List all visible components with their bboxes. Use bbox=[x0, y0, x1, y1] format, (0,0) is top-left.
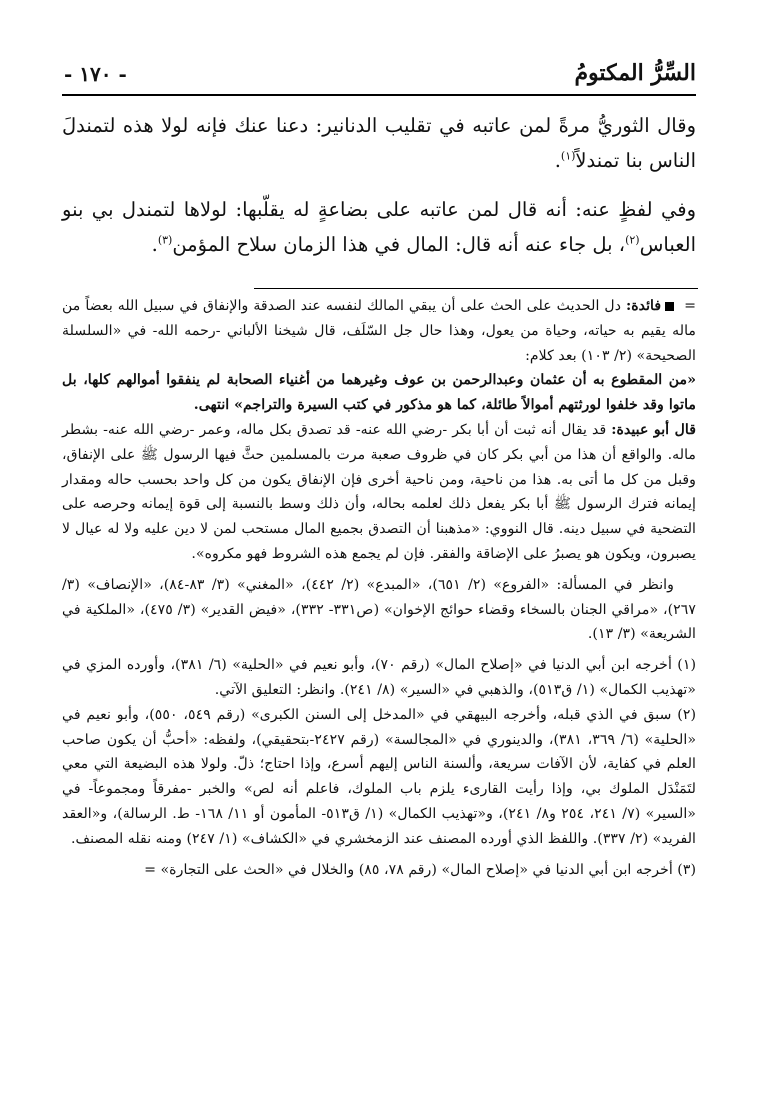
abu-ubayda-text: قد يقال أنه ثبت أن أبا بكر -رضي الله عنه- قد تصدق بكل ماله، وعمر -رضي الله عنه- بشطر ماله. والواقع أن هذا من أبي بكر كان في ظروف صعبة مرت بالمسلمين حثَّ فيها الرسول ﷺ على الإنفاق، وقبل من كل ما أتى به. هذا من ناحية، ومن ناحية أخرى فإن الإنفاق يكون من كل واحد بحسب حاله ومقدار إيمانه فترك الرسول ﷺ أبا بكر يفعل ذلك لعلمه بحاله، وأن ذلك وسط بالنسبة إلى قوة إيمانه وحرصه على التضحية في سبيل دينه. قال النووي: «مذهبنا أن التصدق بجميع المال مستحب لمن لا دين عليه ولا له عيال لا يصبرون، ويكون هو يصبرُ على الإضاقة والفقر. فإن لم يجمع هذه الشروط فهو مكروه». bbox=[62, 421, 696, 562]
abu-ubayda-label: قال أبو عبيدة: bbox=[611, 421, 696, 438]
book-title: السِّرُّ المكتومُ bbox=[574, 60, 696, 86]
main-paragraph-2a-text: وفي لفظٍ عنه: أنه قال لمن عاتبه على بضاعةٍ له يقلّبها: لولاها لتمندل بي بنو العباس bbox=[62, 198, 696, 256]
note-faida bbox=[62, 294, 696, 368]
main-paragraph-1 bbox=[62, 108, 696, 178]
page-header bbox=[62, 58, 696, 96]
page-number: - ١٧٠ - bbox=[64, 62, 127, 86]
square-bullet-icon bbox=[665, 302, 674, 311]
main-paragraph-2b-text: ، بل جاء عنه أنه قال: المال في هذا الزمان سلاح المؤمن bbox=[172, 233, 626, 256]
footnote-ref-3[interactable]: (٣) bbox=[157, 233, 173, 247]
main-paragraph-2 bbox=[62, 192, 696, 262]
note-quote: «من المقطوع به أن عثمان وعبدالرحمن بن عوف وغيرهما من أغنياء الصحابة لم ينفقوا أموالهم كلها، بل ماتوا وقد خلفوا لورثتهم أموالاً طائلة، كما هو مذكور في كتب السيرة والتراجم» انتهى. bbox=[62, 372, 696, 414]
faida-label: فائدة: bbox=[625, 298, 662, 314]
punctuation: . bbox=[151, 233, 158, 256]
main-text bbox=[62, 108, 696, 262]
note-abu-ubayda bbox=[62, 418, 696, 567]
continuation-mark: = bbox=[684, 298, 696, 314]
footnote-1: (١) أخرجه ابن أبي الدنيا في «إصلاح المال» (رقم ٧٠)، وأبو نعيم في «الحلية» (٦/ ٣٨١)، وأورده المزي في «تهذيب الكمال» (١/ ق٥١٣)، والذهبي في «السير» (٨/ ٢٤١). وانظر: التعليق الآتي. bbox=[62, 657, 697, 698]
footnotes bbox=[62, 294, 696, 882]
footnote-3: (٣) أخرجه ابن أبي الدنيا في «إصلاح المال» (رقم ٧٨، ٨٥) والخلال في «الحث على التجارة» = bbox=[144, 861, 696, 878]
faida-text: دل الحديث على الحث على أن يبقي المالك لنفسه عند الصدقة والإنفاق في سبيل الله بعضاً من ماله يقيم به حياته، وحياة من يعول، وهذا حال جل السّلَف، قال شيخنا الألباني -رحمه الله- في «السلسلة الصحيحة» (٢/ ١٠٣) بعد كلام: bbox=[62, 298, 696, 364]
footnote-separator bbox=[254, 288, 698, 289]
punctuation: . bbox=[554, 149, 561, 172]
footnote-2: (٢) سبق في الذي قبله، وأخرجه البيهقي في «المدخل إلى السنن الكبرى» (رقم ٥٤٩، ٥٥٠)، وأبو نعيم في «الحلية» (٦/ ٣٦٩، ٣٨١)، والدينوري في «المجالسة» (رقم ٢٤٢٧-بتحقيقي)، ولفظه: «أحبُّ أن يكون صاحب العلم في كفاية، لأن الآفات سريعة، وألسنة الناس إليهم أسرع، وإذا احتاج؛ ذلّ. ولولا هذه البضيعة التي معي لتَمَنْدَل الملوك بي، وإذا رأيت القارىء يلزم باب الملوك، فاعلم أنه لص» والخبر -مفرقاً ومجموعاً- في «السير» (٧/ ٢٤١، ٢٥٤ و٨/ ٢٤١)، و«تهذيب الكمال» (١/ ق٥١٣- المأمون أو ١١/ ١٦٨- ط. الرسالة)، و«العقد الفريد» (٢/ ٣٣٧). واللفظ الذي أورده المصنف عند الزمخشري في «الكشاف» (١/ ٢٤٧) ومنه نقله المصنف. bbox=[62, 706, 696, 847]
main-paragraph-1-text: وقال الثوريُّ مرةً لمن عاتبه في تقليب الدنانير: دعنا عنك فإنه لولا هذه لتمندلَ الناس بنا تمندلاً bbox=[62, 114, 696, 172]
footnote-ref-2[interactable]: (٢) bbox=[625, 233, 640, 247]
note-see-also: وانظر في المسألة: «الفروع» (٢/ ٦٥١)، «المبدع» (٢/ ٤٤٢)، «المغني» (٣/ ٨٣-٨٤)، «الإنصاف» (٣/ ٢٦٧)، «مراقي الجنان بالسخاء وقضاء حوائج الإخوان» (ص٣٣١- ٣٣٢)، «فيض القدير» (٣/ ٤٧٥)، «الملكية في الشريعة» (٣/ ١٣). bbox=[62, 576, 697, 643]
footnote-ref-1[interactable]: (١) bbox=[560, 149, 576, 163]
